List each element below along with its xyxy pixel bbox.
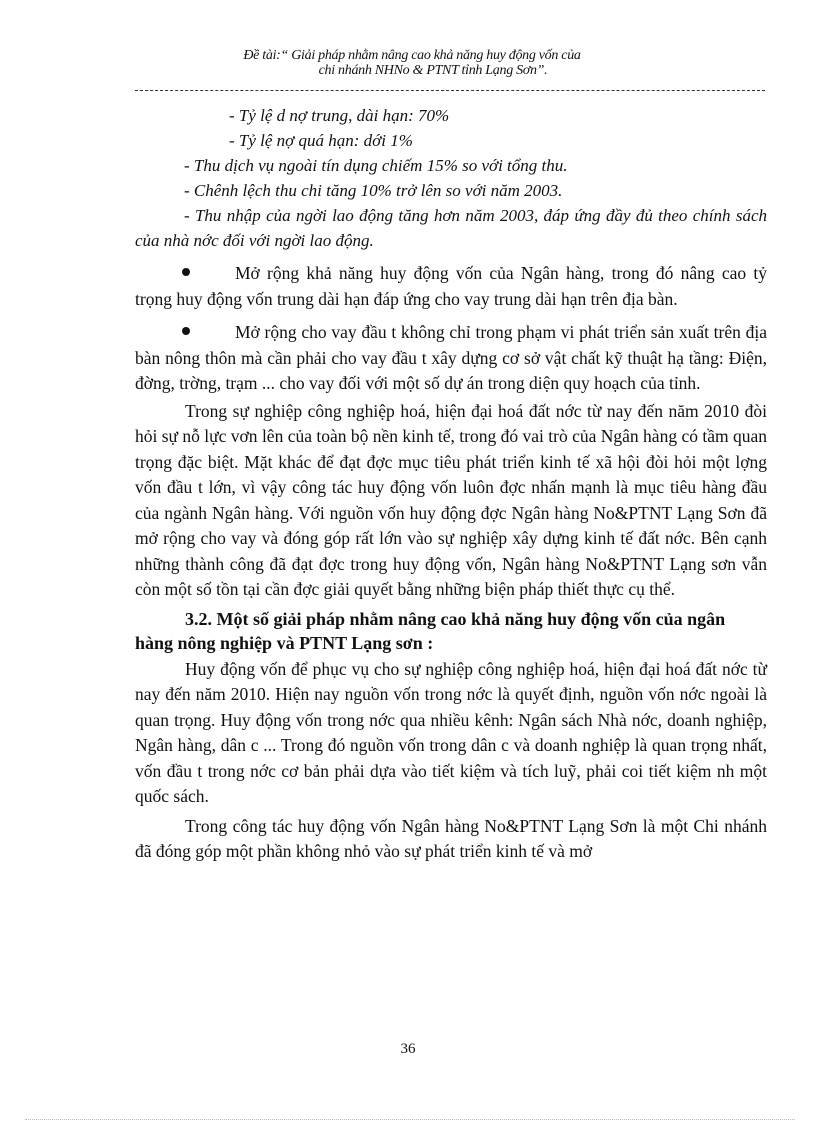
body-paragraph: Trong sự nghiệp công nghiệp hoá, hiện đại hoá đất nớc từ nay đến năm 2010 đòi hỏi sự nỗ lực vơn lên của toàn bộ nền kinh tế, trong đó vai trò của Ngân hàng có tầm quan trọng đặc biệt. Mặt khác để đạt đợc mục tiêu phát triển kinh tế xã hội đòi hỏi một lợng vốn đầu t lớn, vì vậy công tác huy động vốn luôn đợc nhấn mạnh là mục tiêu hàng đầu của ngành Ngân hàng. Với nguồn vốn huy động đợc Ngân hàng No&PTNT Lạng Sơn đã mở rộng cho vay và đóng góp rất lớn vào sự nghiệp xây dựng kinh tế đất nớc. Bên cạnh những thành công đã đạt đợc trong huy động vốn, Ngân hàng No&PTNT Lạng sơn vẫn còn một số tồn tại cần đợc giải quyết bằng những biện pháp thiết thực cụ thể.	[135, 400, 767, 599]
page-bottom-border	[25, 1119, 795, 1120]
page-body	[135, 103, 767, 865]
target-item: - Thu dịch vụ ngoài tín dụng chiếm 15% so với tổng thu.	[184, 156, 568, 175]
page-header	[0, 48, 816, 78]
body-paragraph: Huy động vốn để phục vụ cho sự nghiệp công nghiệp hoá, hiện đại hoá đất nớc từ nay đến năm 2010. Hiện nay nguồn vốn trong nớc là quyết định, nguồn vốn nớc ngoài là quan trọng. Huy động vốn trong nớc qua nhiều kênh: Ngân sách Nhà nớc, doanh nghiệp, Ngân hàng, dân c ... Trong đó nguồn vốn trong dân c và doanh nghiệp là quan trọng nhất, vốn đầu t trong nớc cơ bản phải dựa vào tiết kiệm và tích luỹ, phải coi tiết kiệm nh một quốc sách.	[135, 658, 767, 806]
bullet-paragraph: Mở rộng cho vay đầu t không chỉ trong phạm vi phát triển sản xuất trên địa bàn nông thôn mà cần phải cho vay đầu t xây dựng cơ sở vật chất kỹ thuật hạ tầng: Điện, đờng, trờng, trạm ... cho vay đối với một số dự án trong diện quy hoạch của tỉnh.	[135, 322, 767, 393]
header-title-line-1: Đề tài:“ Giải pháp nhằm nâng cao khả năng huy động vốn của	[243, 48, 581, 63]
header-divider	[135, 90, 765, 91]
body-paragraph: Trong công tác huy động vốn Ngân hàng No&PTNT Lạng Sơn là một Chi nhánh đã đóng góp một phần không nhỏ vào sự phát triển kinh tế và mở	[135, 815, 767, 861]
target-item: - Tỷ lệ d nợ trung, dài hạn: 70%	[229, 106, 450, 125]
target-item: - Chênh lệch thu chi tăng 10% trở lên so với năm 2003.	[184, 181, 563, 200]
section-heading: 3.2. Một số giải pháp nhằm nâng cao khả năng huy động vốn của ngân hàng nông nghiệp và PTNT Lạng sơn :	[135, 608, 726, 653]
target-item: - Tỷ lệ nợ quá hạn: dới 1%	[229, 131, 413, 150]
target-item: - Thu nhập của ngời lao động tăng hơn năm 2003, đáp ứng đầy đủ theo chính sách của nhà nớc đối với ngời lao động.	[135, 206, 767, 250]
header-title-line-2: chi nhánh NHNo & PTNT tỉnh Lạng Sơn”.	[318, 63, 548, 78]
page-number: 36	[400, 1041, 416, 1057]
bullet-paragraph: Mở rộng khả năng huy động vốn của Ngân hàng, trong đó nâng cao tỷ trọng huy động vốn trung dài hạn đáp ứng cho vay trung dài hạn trên địa bàn.	[135, 263, 767, 309]
